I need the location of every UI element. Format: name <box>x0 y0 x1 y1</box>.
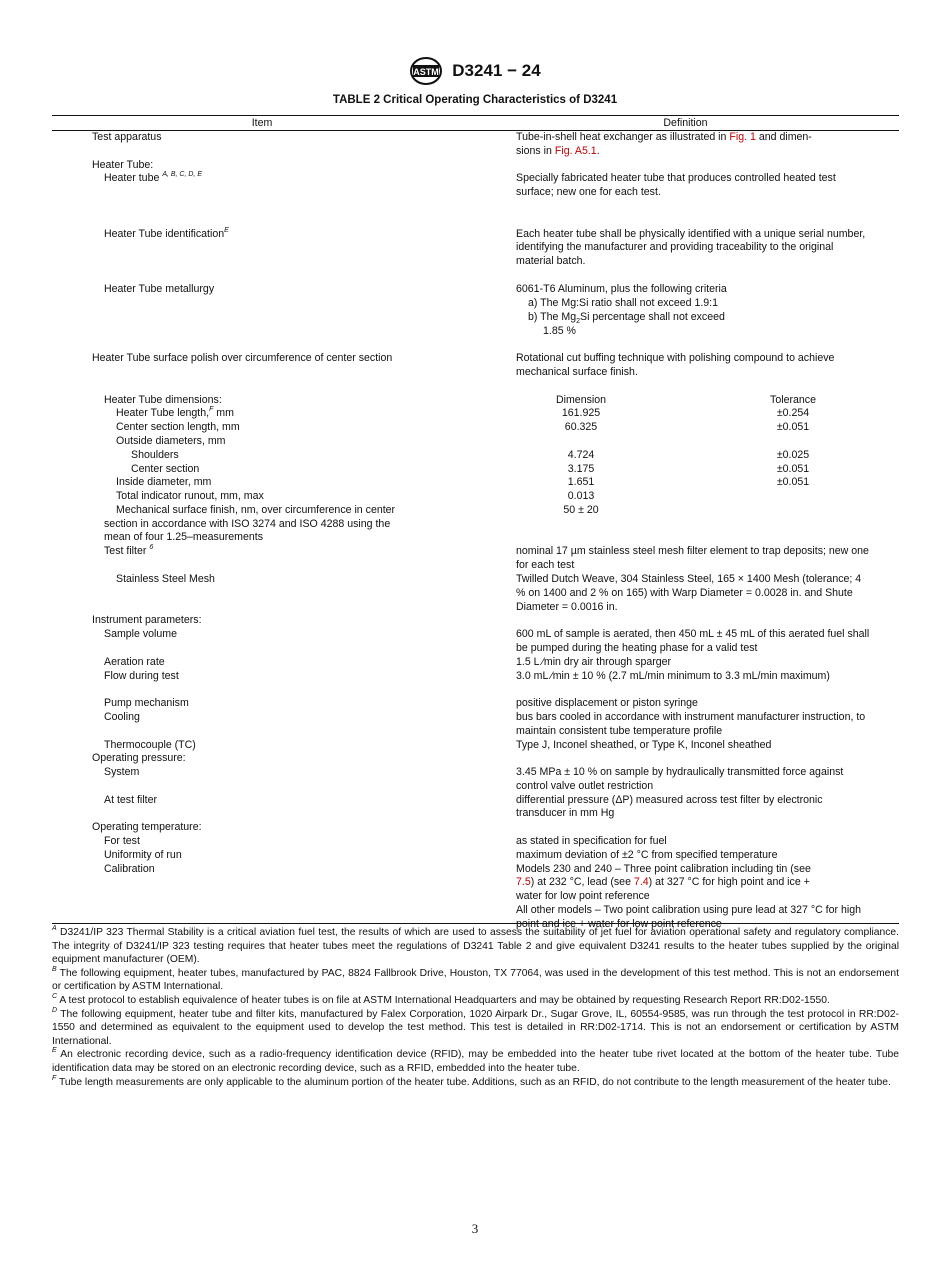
operating-characteristics-table <box>52 115 899 930</box>
table-body: Test apparatus Tube-in-shell heat exchanger as illustrated in Fig. 1 and dimen- sions in Fig. A5.1. Heater Tube: Heater tube $^{A, B, C, D, E}$ Specially fabricated heater tube that produces controlled heated test surface; new one for each test. Heater Tube identification$^E$ Each heater tube shall be physically identified with a unique serial number, identifying the manufacturer and providing traceability to the original material batch. Heater Tube metallurgy 6061-T6 Aluminum, plus the following criteria a) The Mg:Si ratio shall not exceed 1.9:1 b) The $Mg_2Si$ percentage shall not exceed 1.85 % Heater Tube surface polish over circumference of center section Rotational cut buffing technique with polishing compound to achieve mechanical surface finish. Heater Tube dimensions: Dimension Tolerance Heater Tube length,$^F$ mm 161.925 ±0.254 Center section length, mm 60.325 ±0.051 Outside diameters, mm Shoulders 4.724 ±0.025 Center section 3.175 ±0.051 Inside diameter, mm 1.651 ±0.051 Total indicator runout, mm, max 0.013 Mechanical surface finish, nm, over circumference in center section in accordance with ISO 3274 and ISO 4288 using the mean of four 1.25–measurements 50 ± 20 Test filter $^6$ nominal 17 µm stainless steel mesh filter element to trap deposits; new one for each test Stainless Steel Mesh Twilled Dutch Weave, 304 Stainless Steel, 165 × 1400 Mesh (tolerance; 4 % on 1400 and 2 % on 165) with Warp Diameter = 0.0028 in. and Shute Diameter = 0.0016 in. Instrument parameters: Sample volume 600 mL of sample is aerated, then 450 mL ± 45 mL of this aerated fuel shall be pumped during the heating phase for a valid test Aeration rate 1.5 L ⁄min dry air through sparger Flow during test 3.0 mL ⁄min ± 10 % (2.7 mL/min minimum to 3.3 mL/min maximum) Pump mechanism positive displacement or piston syringe Cooling bus bars cooled in accordance with instrument manufacturer instruction, to maintain consistent tube temperature profile Thermocouple (TC) Type J, Inconel sheathed, or Type K, Inconel sheathed Operating pressure: System 3.45 MPa ± 10 % on sample by hydraulically transmitted force against control valve outlet restriction At test filter differential pressure (ΔP) measured across test filter by electronic transducer in mm Hg Operating temperature: For test as stated in specification for fuel Uniformity of run maximum deviation of ±2 °C from specified temperature Calibration Models 230 and 240 – Three point calibration including tin (see 7.5) at 232 °C, lead (see 7.4) at 327 °C for high point and ice + water for low point reference All other models – Two point calibration using pure lead at 327 °C for high point and ice + water for low point reference <box>92 131 870 930</box>
document-id: D3241 − 24 <box>452 61 541 80</box>
figA51-link[interactable]: Fig. A5.1 <box>554 144 597 157</box>
astm-logo-icon <box>409 56 443 86</box>
footnote-c: $^C$ A test protocol to establish equivalence of heater tubes is on file at ASTM International Headquarters and may be obtained by requesting Research Report RR:D02-1550. <box>52 992 830 1006</box>
table-footnotes <box>52 926 899 1089</box>
fig1-link[interactable]: Fig. 1 <box>729 131 756 143</box>
table-header-row <box>52 116 899 131</box>
svg-text:ASTM: ASTM <box>413 67 440 77</box>
page-header <box>0 56 950 86</box>
column-header-item: Item <box>251 117 273 129</box>
page-number: 3 <box>471 1221 479 1236</box>
footnote-d: $^D$ The following equipment, heater tube and filter kits, manufactured by Falex Corporation, 1020 Airpark Dr., Sugar Grove, IL, 60554-9585, was run through the test protocol in RR:D02-1550 and determined as equivalent to the equipment used to develop the test method. This test is detailed in RR:D02-1714. This is not an endorsement or certification by ASTM International. <box>52 1006 899 1047</box>
footnote-a: $^A$ D3241/IP 323 Thermal Stability is a critical aviation fuel test, the results of which are used to assess the suitability of jet fuel for aviation operational safety and regulatory compliance. The integrity of D3241/IP 323 testing requires that heater tubes meet the regulations of D3241 Table 2 and give equivalent D3241 results to the heater tubes supplied by the original equipment manufacturer (OEM). <box>52 925 899 966</box>
footnote-e: $^E$ An electronic recording device, such as a radio-frequency identification device (RFID), may be embedded into the heater tube rivet located at the bottom of the heater tube. Tube identification data may be stored on an electronic recording device, such as a RFID, embedded into the heater tube. <box>52 1047 900 1074</box>
footnote-b: $^B$ The following equipment, heater tubes, manufactured by PAC, 8824 Fallbrook Drive, Houston, TX 77064, was used in the development of this test method. This is not an endorsement or certification by ASTM International. <box>52 965 899 993</box>
ref-7-4-link[interactable]: 7.4 <box>633 876 649 889</box>
ref-7-5-link[interactable]: 7.5 <box>516 876 531 889</box>
column-header-definition: Definition <box>663 117 708 129</box>
footnote-f: $^F$ Tube length measurements are only applicable to the aluminum portion of the heater tube. Additions, such as an RFID, do not contribute to the length measurement of the heater tube. <box>52 1074 891 1088</box>
table-caption: TABLE 2 Critical Operating Characteristics of D3241 <box>332 94 618 106</box>
